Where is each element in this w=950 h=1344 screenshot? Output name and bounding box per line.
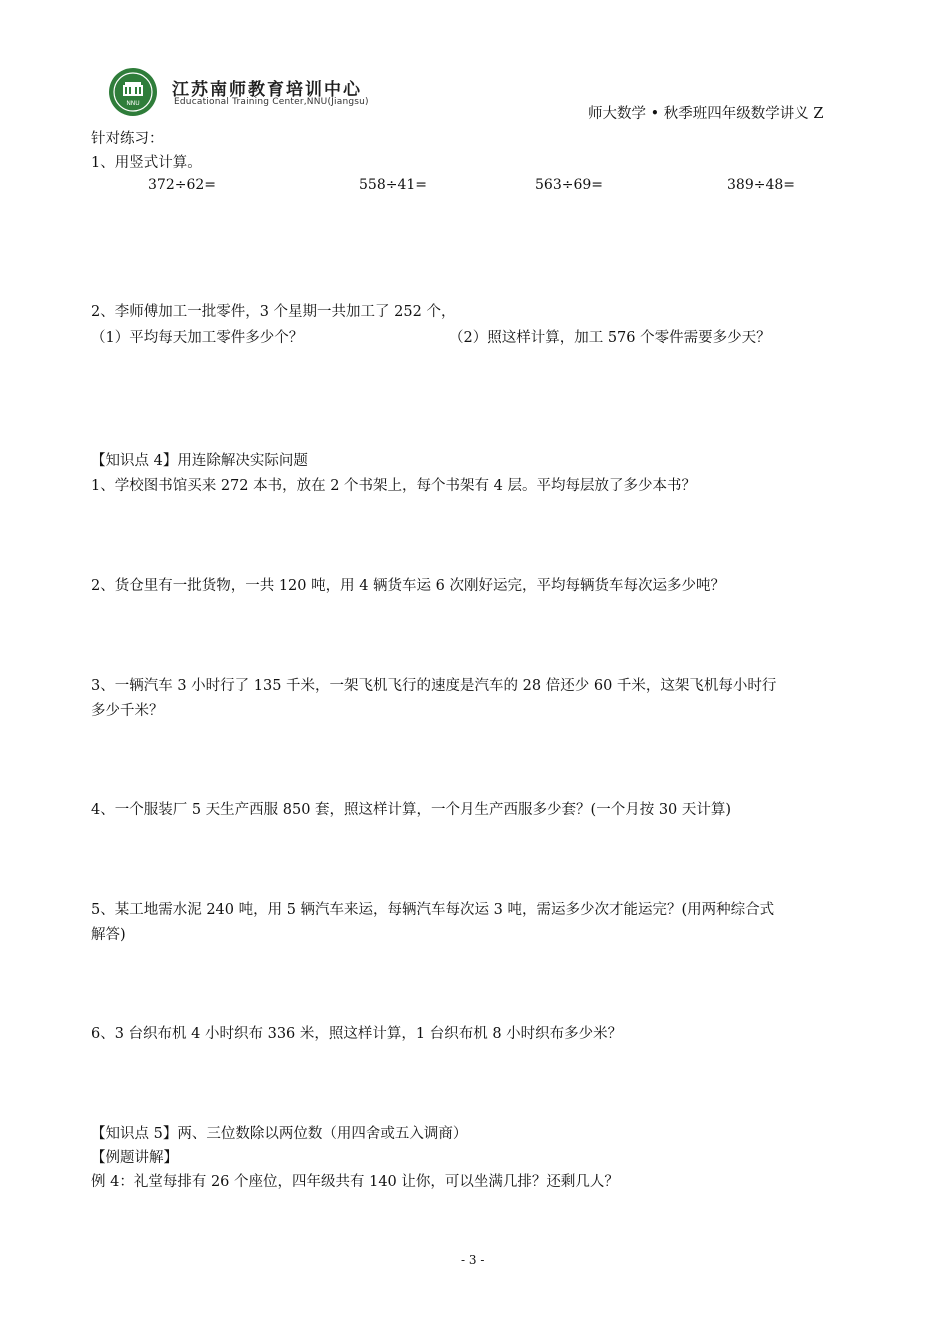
org-name-en: Educational Training Center,NNU(Jiangsu) <box>174 97 369 107</box>
kp4-q5-line1: 5、某工地需水泥 240 吨，用 5 辆汽车来运，每辆汽车每次运 3 吨，需运多少次才能运完？(用两种综合式 <box>91 902 775 918</box>
kp4-q4: 4、一个服装厂 5 天生产西服 850 套，照这样计算，一个月生产西服多少套？(一个月按 30 天计算) <box>91 802 732 818</box>
kp4-q5-line2: 解答) <box>91 927 126 943</box>
kp4-q3-line2: 多少千米？ <box>91 703 164 719</box>
logo-icon <box>108 67 158 117</box>
practice-q2-sub2: （2）照这样计算，加工 576 个零件需要多少天？ <box>449 330 771 346</box>
practice-heading: 针对练习： <box>91 131 164 147</box>
calc-item-3: 563÷69= <box>535 177 603 193</box>
calc-item-1: 372÷62= <box>148 177 216 193</box>
practice-q2: 2、李师傅加工一批零件，3 个星期一共加工了 252 个， <box>91 304 456 320</box>
calc-item-4: 389÷48= <box>727 177 795 193</box>
practice-q1: 1、用竖式计算。 <box>91 155 202 171</box>
org-name-cn: 江苏南师教育培训中心 <box>172 80 362 100</box>
practice-q2-sub1: （1）平均每天加工零件多少个？ <box>91 330 304 346</box>
calc-item-2: 558÷41= <box>359 177 427 193</box>
page-number: - 3 - <box>461 1253 485 1267</box>
kp4-q3-line1: 3、一辆汽车 3 小时行了 135 千米，一架飞机飞行的速度是汽车的 28 倍还少 60 千米，这架飞机每小时行 <box>91 678 777 694</box>
kp5-example-heading: 【例题讲解】 <box>91 1150 178 1166</box>
logo-text: NNU <box>126 100 140 107</box>
kp5-example-4: 例 4：礼堂每排有 26 个座位，四年级共有 140 让你，可以坐满几排？还剩几人？ <box>91 1174 619 1190</box>
kp4-q1: 1、学校图书馆买来 272 本书，放在 2 个书架上，每个书架有 4 层。平均每层放了多少本书？ <box>91 478 697 494</box>
kp4-q6: 6、3 台织布机 4 小时织布 336 米，照这样计算，1 台织布机 8 小时织布多少米？ <box>91 1026 623 1042</box>
kp5-title: 【知识点 5】两、三位数除以两位数（用四舍或五入调商） <box>91 1126 468 1142</box>
kp4-q2: 2、货仓里有一批货物，一共 120 吨，用 4 辆货车运 6 次刚好运完，平均每辆货车每次运多少吨？ <box>91 578 726 594</box>
course-title: 师大数学 • 秋季班四年级数学讲义 Z <box>588 106 824 122</box>
kp4-title: 【知识点 4】用连除解决实际问题 <box>91 453 308 469</box>
